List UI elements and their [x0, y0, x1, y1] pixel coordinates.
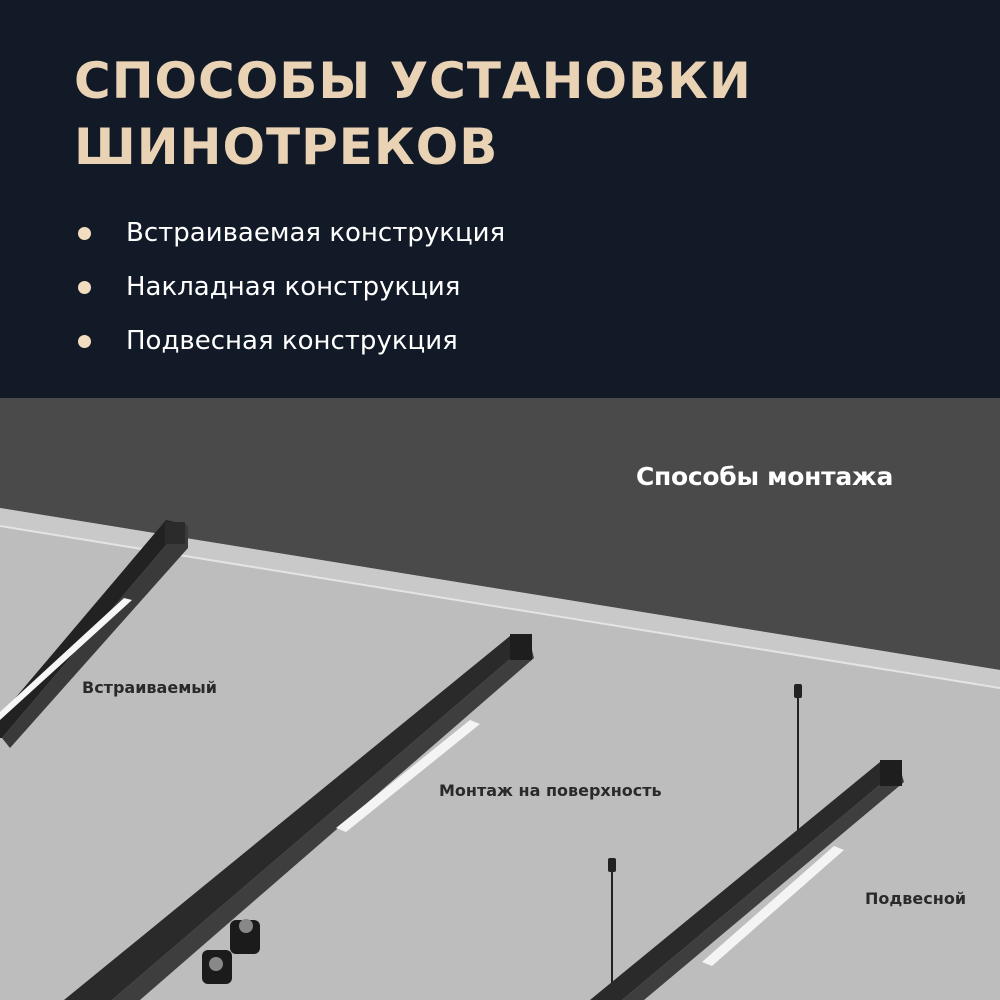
- title-line-1: СПОСОБЫ УСТАНОВКИ: [74, 52, 752, 110]
- bullet-icon: [78, 227, 91, 240]
- bullet-icon: [78, 335, 91, 348]
- mounting-types-list: [78, 206, 505, 368]
- list-item-text: Встраиваемая конструкция: [126, 218, 506, 248]
- list-item-text: Накладная конструкция: [126, 272, 461, 302]
- header-section: [0, 0, 1000, 398]
- list-item: [78, 314, 505, 368]
- bullet-icon: [78, 281, 91, 294]
- list-item-text: Подвесная конструкция: [126, 326, 458, 356]
- list-item: [78, 206, 505, 260]
- mounting-illustration: [0, 398, 1000, 1000]
- title-line-2: ШИНОТРЕКОВ: [74, 118, 499, 176]
- illustration-title: Способы монтажа: [636, 462, 894, 491]
- label-suspended: Подвесной: [865, 889, 967, 908]
- list-item: [78, 260, 505, 314]
- page-title: [74, 48, 954, 180]
- label-recessed: Встраиваемый: [82, 678, 217, 697]
- label-surface: Монтаж на поверхность: [439, 781, 662, 800]
